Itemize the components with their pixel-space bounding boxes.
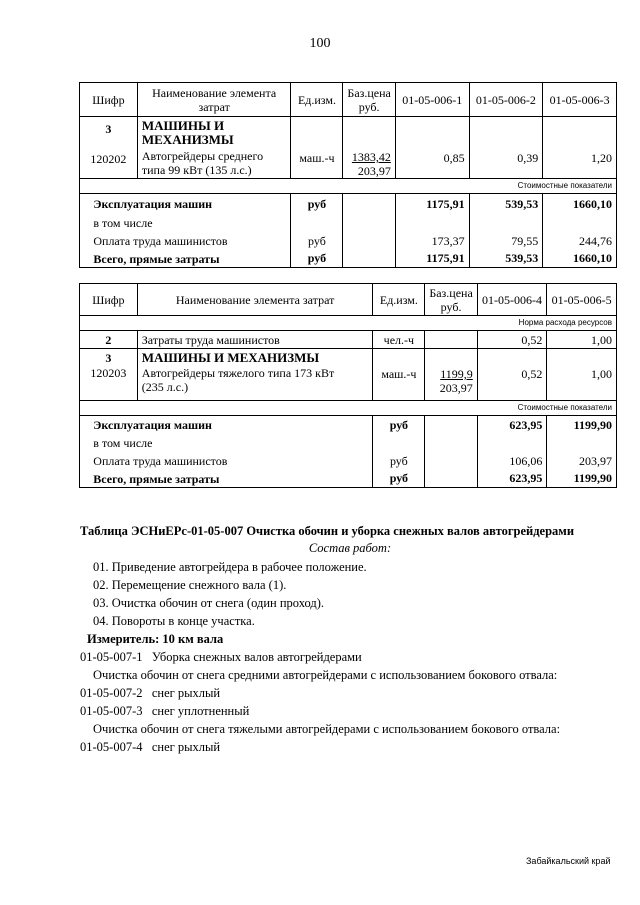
labor-unit: чел.-ч [373, 331, 425, 349]
item-value-3: 1,20 [543, 117, 617, 179]
page-number: 100 [309, 36, 331, 51]
header-col-1: 01-05-006-1 [395, 83, 469, 117]
norm-caption: Норма расхода ресурсов [80, 316, 617, 331]
item-price-labor: 203,97 [357, 164, 391, 178]
row-value: 623,95 [477, 470, 547, 488]
row-name: Оплата труда машинистов [93, 233, 228, 248]
header-name: Наименование элемента затрат [137, 83, 291, 117]
section-number: 3 [105, 122, 112, 136]
row-value: 79,55 [469, 232, 543, 250]
header-col-3: 01-05-006-3 [543, 83, 617, 117]
section-title: МАШИНЫ И МЕХАНИЗМЫ [141, 118, 234, 147]
item-value-1: 0,85 [395, 117, 469, 179]
header-name: Наименование элемента затрат [137, 284, 373, 316]
work-step: 01. Приведение автогрейдера в рабочее положение. [93, 560, 367, 574]
item-unit: маш.-ч [291, 117, 343, 179]
row-name: Эксплуатация машин [93, 418, 212, 432]
row-value: 539,53 [469, 194, 543, 214]
labor-name: Затраты труда машинистов [137, 331, 373, 349]
work-step: 03. Очистка обочин от снега (один проход). [93, 596, 325, 610]
norm-line: Очистка обочин от снега средними автогрейдерами с использованием бокового отвала: [93, 668, 558, 682]
row-name: Всего, прямые затраты [93, 471, 220, 486]
header-col-4: 01-05-006-4 [477, 284, 547, 316]
norm-line: 01-05-007-2 снег рыхлый [80, 686, 221, 700]
row-value: 1660,10 [543, 194, 617, 214]
section-title: Таблица ЭСНиЕРс-01-05-007 Очистка обочин и уборка снежных валов автогрейдерами [80, 524, 575, 538]
header-price: Баз.цена руб. [343, 83, 395, 117]
row-unit: руб [291, 250, 343, 268]
machines-code-cell [80, 349, 138, 401]
section-subtitle: Состав работ: [308, 541, 392, 555]
table-1 [79, 82, 617, 268]
machines-code-cell [80, 117, 138, 179]
item-price-cell [343, 117, 395, 179]
row-unit: руб [373, 416, 425, 434]
item-price-base: 1383,42 [351, 150, 391, 164]
row-value: 106,06 [477, 452, 547, 470]
row-value: 1660,10 [543, 250, 617, 268]
cost-caption: Стоимостные показатели [80, 401, 617, 416]
row-name: Всего, прямые затраты [93, 251, 220, 266]
row-value: 1175,91 [395, 250, 469, 268]
work-step: 04. Повороты в конце участка. [93, 614, 255, 628]
row-value: 539,53 [469, 250, 543, 268]
header-code: Шифр [80, 83, 138, 117]
item-name: Автогрейдеры тяжелого типа 173 кВт (235 л.с.) [141, 366, 335, 394]
item-code: 120202 [90, 152, 127, 166]
row-value: 1199,90 [547, 416, 617, 434]
row-value: 1199,90 [547, 470, 617, 488]
machines-name-cell [137, 349, 373, 401]
cost-caption: Стоимостные показатели [80, 179, 617, 194]
row-value: 203,97 [547, 452, 617, 470]
row-unit: руб [373, 452, 425, 470]
work-step: 02. Перемещение снежного вала (1). [93, 578, 287, 592]
header-unit: Ед.изм. [373, 284, 425, 316]
row-unit: руб [373, 470, 425, 488]
header-col-2: 01-05-006-2 [469, 83, 543, 117]
header-col-5: 01-05-006-5 [547, 284, 617, 316]
norm-line: Очистка обочин от снега тяжелыми автогрейдерами с использованием бокового отвала: [93, 722, 561, 736]
item-price-base: 1199,9 [440, 367, 473, 381]
norm-line: 01-05-007-4 снег рыхлый [80, 740, 221, 754]
row-value: 173,37 [395, 232, 469, 250]
item-price-labor: 203,97 [439, 381, 473, 395]
section-number: 3 [105, 351, 112, 365]
labor-value: 1,00 [547, 331, 617, 349]
measure: Измеритель: 10 км вала [87, 632, 224, 646]
norm-line: 01-05-007-1 Уборка снежных валов автогрейдерами [80, 650, 362, 664]
row-name: Оплата труда машинистов [93, 453, 228, 468]
item-code: 120203 [90, 366, 127, 380]
row-value: 244,76 [543, 232, 617, 250]
labor-number: 2 [80, 331, 138, 349]
item-value-2: 0,39 [469, 117, 543, 179]
row-name: Эксплуатация машин [93, 197, 213, 211]
header-price: Баз.цена руб. [425, 284, 477, 316]
footer-region: Забайкальский край [526, 856, 611, 866]
item-value: 1,00 [547, 349, 617, 401]
header-unit: Ед.изм. [291, 83, 343, 117]
item-value: 0,52 [477, 349, 547, 401]
row-value: 1175,91 [395, 194, 469, 214]
item-name: Автогрейдеры среднего типа 99 кВт (135 л.с.) [141, 149, 264, 177]
row-name: в том числе [93, 215, 153, 230]
item-unit: маш.-ч [373, 349, 425, 401]
machines-name-cell [137, 117, 291, 179]
item-price-cell [425, 349, 477, 401]
section-title: МАШИНЫ И МЕХАНИЗМЫ [141, 350, 320, 365]
header-code: Шифр [80, 284, 138, 316]
table-2 [79, 283, 617, 488]
row-name: в том числе [93, 435, 153, 450]
row-unit: руб [291, 232, 343, 250]
norm-line: 01-05-007-3 снег уплотненный [80, 704, 250, 718]
row-value: 623,95 [477, 416, 547, 434]
row-unit: руб [291, 194, 343, 214]
labor-value: 0,52 [477, 331, 547, 349]
